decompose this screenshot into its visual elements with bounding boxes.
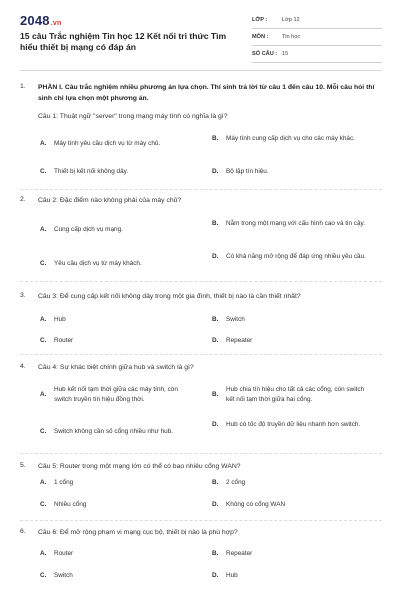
option-letter: A. (40, 140, 47, 147)
option-d[interactable] (212, 571, 368, 581)
option-text: Switch không cần số cổng nhiều như hub. (54, 428, 174, 435)
option-text: Thiết bị kết nối không dây. (54, 168, 129, 175)
question-number: 1. (20, 83, 26, 90)
section-instructions: PHẦN I. Câu trắc nghiệm nhiều phương án lựa chọn. Thí sinh trả lời từ câu 1 đến câu 10. Mỗi câu hỏi thí sinh chỉ lựa chọn một phương án. (38, 84, 375, 102)
logo-suffix: .vn (50, 20, 62, 27)
question-block-6 (20, 528, 382, 590)
option-a[interactable] (40, 385, 196, 405)
option-text: Yêu cầu dịch vụ từ máy khách. (54, 260, 142, 267)
meta-row-count (252, 46, 382, 63)
option-d[interactable] (212, 167, 368, 177)
question-text: Câu 5: Router trong một mạng lớn có thể có bao nhiêu cổng WAN? (38, 463, 241, 470)
option-c[interactable] (40, 259, 196, 269)
option-c[interactable] (40, 500, 196, 510)
meta-label: MÔN : (252, 34, 269, 40)
option-letter: D. (212, 337, 219, 344)
option-text: Hub (54, 316, 66, 323)
option-letter: A. (40, 226, 47, 233)
meta-value: Lớp 12 (282, 17, 300, 23)
option-text: Repeater (226, 550, 253, 557)
question-block-2 (20, 196, 382, 292)
option-a[interactable] (40, 315, 196, 325)
option-b[interactable] (212, 549, 368, 559)
option-c[interactable] (40, 571, 196, 581)
option-letter: D. (212, 501, 219, 508)
document-title: 15 câu Trắc nghiệm Tin học 12 Kết nối tri thức Tìm hiểu thiết bị mạng có đáp án (20, 31, 227, 52)
option-b[interactable] (212, 478, 368, 488)
option-letter: D. (212, 572, 219, 579)
option-text: Cung cấp dịch vụ mạng. (54, 226, 123, 233)
question-number: 3. (20, 292, 26, 299)
meta-row-subject (252, 29, 382, 46)
option-text: 2 cổng (226, 479, 246, 486)
option-letter: B. (212, 316, 219, 323)
option-a[interactable] (40, 139, 196, 149)
option-letter: B. (212, 135, 219, 142)
option-letter: B. (212, 391, 219, 398)
question-number: 6. (20, 528, 26, 535)
option-b[interactable] (212, 219, 368, 229)
option-text: Nhiều cổng (54, 501, 87, 508)
option-text: Nằm trong một mạng với cấu hình cao và tin cậy. (226, 220, 366, 227)
meta-label: LỚP : (252, 17, 268, 23)
option-c[interactable] (40, 427, 196, 437)
option-letter: C. (40, 501, 47, 508)
option-letter: D. (212, 253, 219, 260)
question-block-1 (20, 83, 382, 193)
option-text: Hub (226, 572, 238, 579)
meta-value: Tin học (282, 34, 301, 40)
option-letter: A. (40, 391, 47, 398)
option-text: Switch (226, 316, 245, 323)
option-d[interactable] (212, 500, 368, 510)
option-letter: B. (212, 479, 219, 486)
option-c[interactable] (40, 167, 196, 177)
question-divider (20, 281, 382, 282)
option-b[interactable] (212, 315, 368, 325)
question-divider (20, 354, 382, 355)
document-meta-table (252, 12, 382, 63)
meta-value: 15 (282, 51, 289, 57)
question-divider (20, 520, 382, 521)
option-b[interactable] (212, 134, 368, 144)
question-text: Câu 2: Đặc điểm nào không phải của máy chủ? (38, 197, 182, 204)
question-block-5 (20, 462, 382, 526)
logo-text: 2048 (20, 13, 50, 28)
option-a[interactable] (40, 478, 196, 488)
question-text: Câu 3: Để cung cấp kết nối không dây trong một gia đình, thiết bị nào là cần thiết nhất? (38, 293, 301, 300)
question-block-3 (20, 292, 382, 360)
meta-row-class (252, 12, 382, 29)
option-text: Bộ lặp tín hiệu. (226, 168, 269, 175)
option-letter: D. (212, 421, 219, 428)
site-logo[interactable] (20, 13, 61, 28)
option-d[interactable] (212, 420, 368, 430)
option-b[interactable] (212, 385, 368, 405)
option-letter: C. (40, 572, 47, 579)
question-number: 2. (20, 196, 26, 203)
option-letter: A. (40, 550, 47, 557)
question-text: Câu 6: Để mở rộng phạm vi mạng cục bộ, thiết bị nào là phù hợp? (38, 529, 238, 536)
option-letter: C. (40, 260, 47, 267)
option-text: Router (54, 337, 74, 344)
option-letter: C. (40, 168, 47, 175)
option-text: 1 cổng (54, 479, 74, 486)
question-divider (20, 189, 382, 190)
option-text: Máy tính yêu cầu dịch vụ từ máy chủ. (54, 140, 161, 147)
option-text: Không có cổng WAN (226, 501, 286, 508)
option-text: Hub kết nối tạm thời giữa các máy tính, còn switch truyền tín hiệu đồng thời. (54, 386, 178, 403)
option-text: Hub chia tín hiệu cho tất cả các cổng, còn switch kết nối tạm thời giữa hai cổng. (226, 386, 365, 403)
option-text: Router (54, 550, 74, 557)
meta-label: SỐ CÂU : (252, 51, 278, 57)
question-number: 4. (20, 363, 26, 370)
option-c[interactable] (40, 336, 196, 346)
question-number: 5. (20, 462, 26, 469)
question-text: Câu 4: Sự khác biệt chính giữa hub và switch là gì? (38, 364, 194, 371)
option-a[interactable] (40, 549, 196, 559)
option-text: Có khả năng mở rộng để đáp ứng nhiều yêu cầu. (226, 253, 366, 260)
option-text: Repeater (226, 337, 253, 344)
option-letter: C. (40, 337, 47, 344)
option-letter: B. (212, 220, 219, 227)
option-d[interactable] (212, 336, 368, 346)
option-text: Máy tính cung cấp dịch vụ cho các máy khác. (226, 135, 355, 142)
question-text: Câu 1: Thuật ngữ "server" trong mạng máy tính có nghĩa là gì? (38, 113, 228, 120)
option-letter: A. (40, 316, 47, 323)
document-header (0, 0, 400, 68)
question-divider (20, 453, 382, 454)
option-letter: A. (40, 479, 47, 486)
option-a[interactable] (40, 225, 196, 235)
option-text: Hub có tốc độ truyền dữ liệu nhanh hơn switch. (226, 421, 361, 428)
header-divider (20, 70, 382, 71)
option-letter: C. (40, 428, 47, 435)
option-d[interactable] (212, 252, 368, 262)
option-letter: D. (212, 168, 219, 175)
option-text: Switch (54, 572, 73, 579)
question-block-4 (20, 363, 382, 459)
option-letter: B. (212, 550, 219, 557)
